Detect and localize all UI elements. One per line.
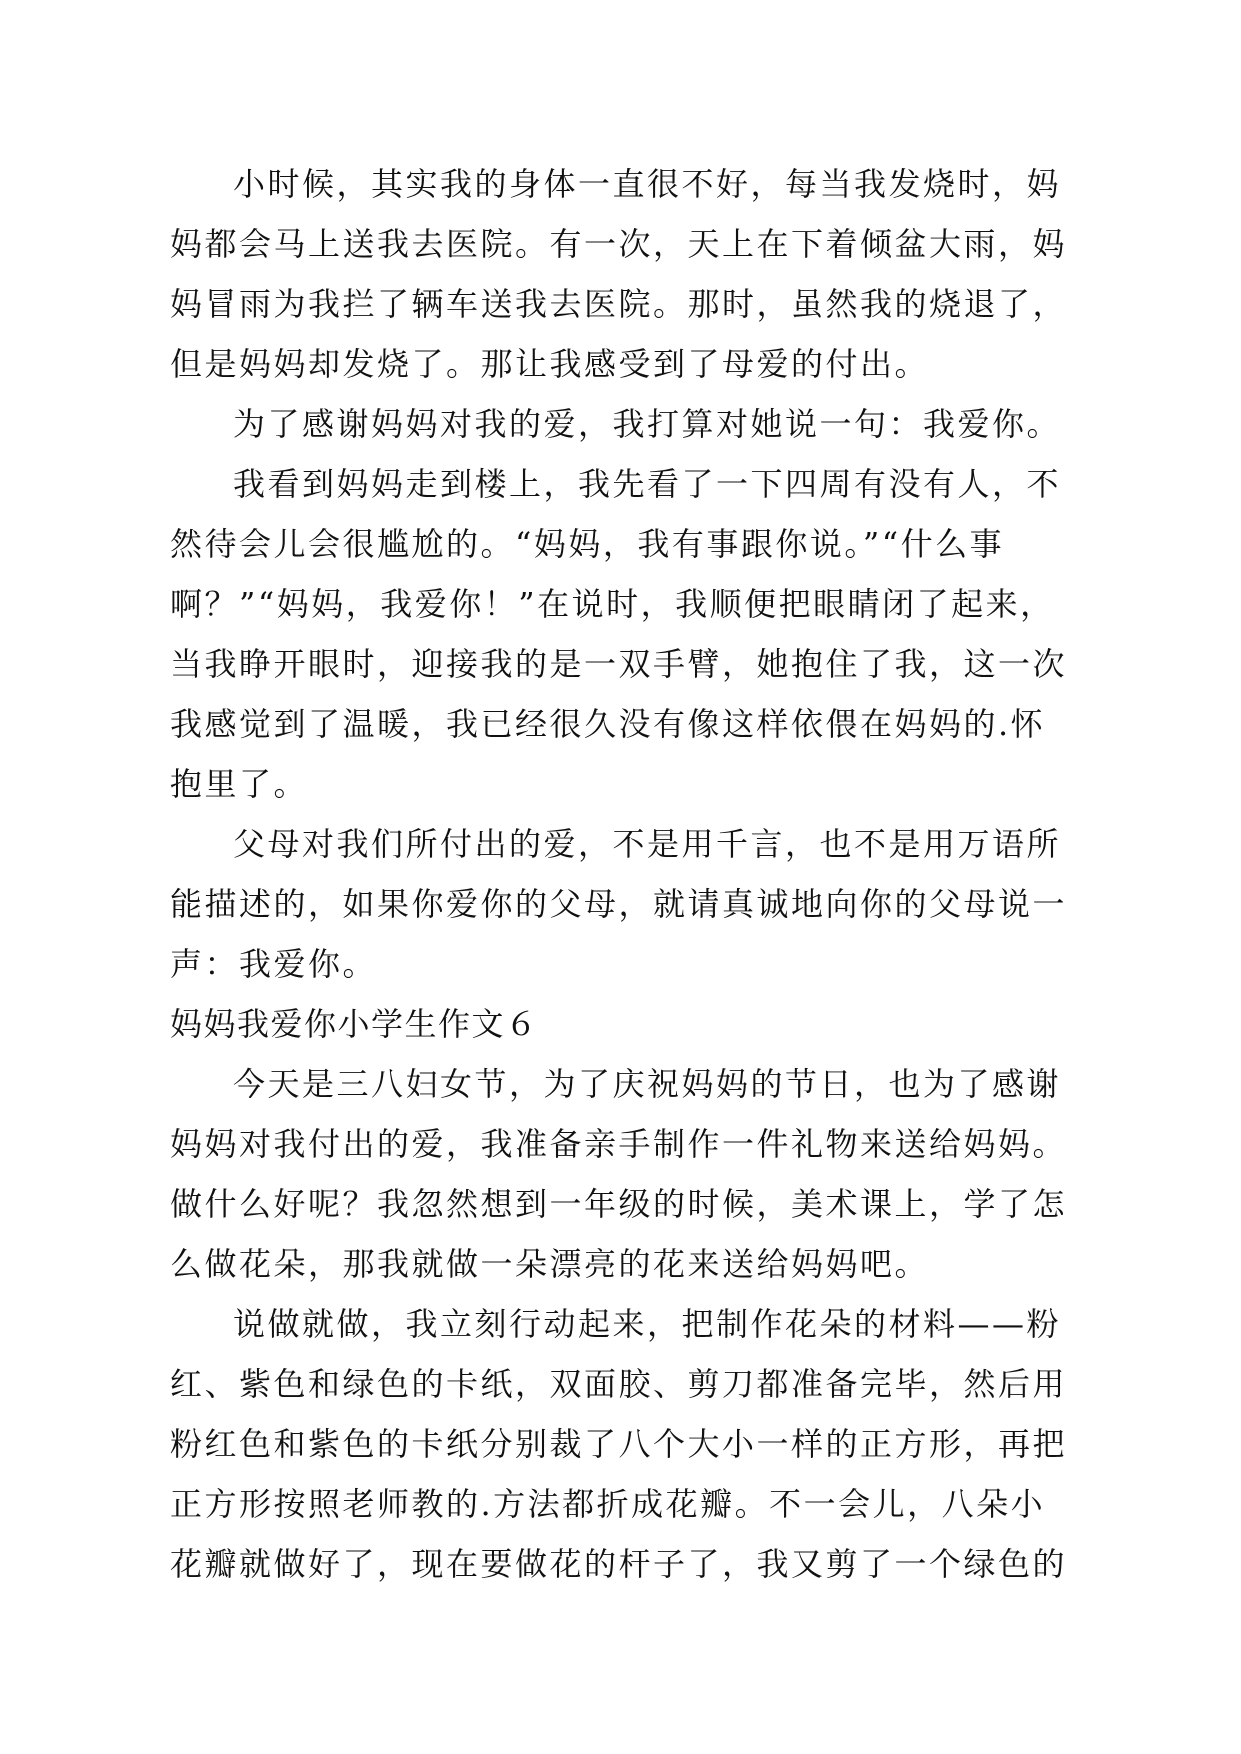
- paragraph-line: 能描述的，如果你爱你的父母，就请真诚地向你的父母说一: [170, 885, 1068, 923]
- section-heading: 妈妈我爱你小学生作文６: [170, 1005, 539, 1043]
- paragraph-line: 花瓣就做好了，现在要做花的杆子了，我又剪了一个绿色的: [170, 1545, 1068, 1583]
- paragraph-line: 我看到妈妈走到楼上，我先看了一下四周有没有人，不: [233, 465, 1062, 503]
- paragraph-line: 为了感谢妈妈对我的爱，我打算对她说一句：我爱你。: [233, 405, 1062, 443]
- paragraph-line: 小时候，其实我的身体一直很不好，每当我发烧时，妈: [233, 165, 1062, 203]
- paragraph-line: 妈妈对我付出的爱，我准备亲手制作一件礼物来送给妈妈。: [170, 1125, 1068, 1163]
- paragraph-line: 妈都会马上送我去医院。有一次，天上在下着倾盆大雨，妈: [170, 225, 1068, 263]
- paragraph-line: 今天是三八妇女节，为了庆祝妈妈的节日，也为了感谢: [233, 1065, 1062, 1103]
- paragraph-line: 说做就做，我立刻行动起来，把制作花朵的材料——粉: [233, 1305, 1062, 1343]
- paragraph-line: 当我睁开眼时，迎接我的是一双手臂，她抱住了我，这一次: [170, 645, 1068, 683]
- paragraph-line: 妈冒雨为我拦了辆车送我去医院。那时，虽然我的烧退了，: [170, 285, 1068, 323]
- paragraph-line: 么做花朵，那我就做一朵漂亮的花来送给妈妈吧。: [170, 1245, 930, 1283]
- paragraph-line: 声：我爱你。: [170, 945, 378, 983]
- paragraph-line: 红、紫色和绿色的卡纸，双面胶、剪刀都准备完毕，然后用: [170, 1365, 1068, 1403]
- paragraph-line: 粉红色和紫色的卡纸分别裁了八个大小一样的正方形，再把: [170, 1425, 1068, 1463]
- paragraph-line: 但是妈妈却发烧了。那让我感受到了母爱的付出。: [170, 345, 930, 383]
- paragraph-line: 我感觉到了温暖，我已经很久没有像这样依偎在妈妈的.怀: [170, 705, 1046, 743]
- paragraph-line: 抱里了。: [170, 765, 309, 803]
- paragraph-line: 做什么好呢？我忽然想到一年级的时候，美术课上，学了怎: [170, 1185, 1068, 1223]
- paragraph-line: 父母对我们所付出的爱，不是用千言，也不是用万语所: [233, 825, 1062, 863]
- paragraph-line: 正方形按照老师教的.方法都折成花瓣。不一会儿，八朵小: [170, 1485, 1046, 1523]
- paragraph-line: 然待会儿会很尴尬的。“妈妈，我有事跟你说。”“什么事: [170, 525, 1005, 563]
- paragraph-line: 啊？”“妈妈，我爱你！”在说时，我顺便把眼睛闭了起来，: [170, 585, 1055, 623]
